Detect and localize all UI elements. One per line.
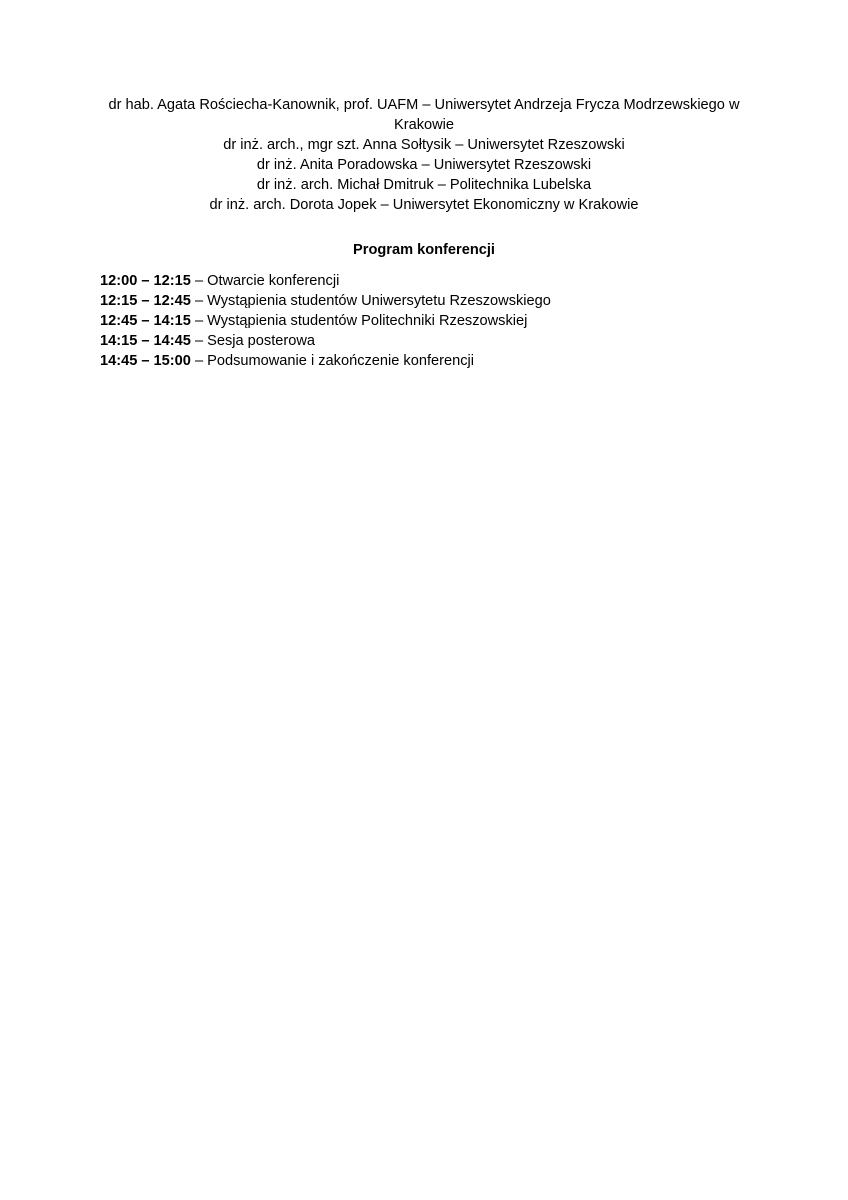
schedule-description: – Sesja posterowa (190, 333, 316, 350)
committee-line: dr hab. Agata Rościecha-Kanownik, prof. UAFM – Uniwersytet Andrzeja Frycza Modrzewskiego w Krakowie (108, 97, 740, 133)
schedule-description: – Podsumowanie i zakończenie konferencji (190, 353, 475, 370)
schedule-item (100, 311, 748, 331)
committee-line: dr inż. arch., mgr szt. Anna Sołtysik – Uniwersytet Rzeszowski (223, 136, 625, 153)
committee-list (100, 96, 748, 216)
schedule-time: 14:45 – 15:00 (100, 353, 191, 370)
schedule-item (100, 291, 748, 311)
committee-line: dr inż. arch. Michał Dmitruk – Politechnika Lubelska (256, 176, 592, 193)
committee-line: dr inż. Anita Poradowska – Uniwersytet Rzeszowski (256, 156, 592, 173)
program-schedule (100, 271, 748, 372)
program-heading: Program konferencji (353, 241, 495, 258)
document-content (100, 96, 748, 372)
schedule-description: – Otwarcie konferencji (190, 272, 340, 289)
schedule-description: – Wystąpienia studentów Politechniki Rzeszowskiej (190, 313, 528, 330)
schedule-time: 14:15 – 14:45 (100, 333, 191, 350)
schedule-time: 12:15 – 12:45 (100, 293, 191, 310)
schedule-item (100, 331, 748, 351)
committee-line: dr inż. arch. Dorota Jopek – Uniwersytet Ekonomiczny w Krakowie (209, 196, 639, 213)
schedule-time: 12:00 – 12:15 (100, 272, 191, 289)
schedule-time: 12:45 – 14:15 (100, 313, 191, 330)
schedule-description: – Wystąpienia studentów Uniwersytetu Rzeszowskiego (190, 293, 551, 310)
schedule-item (100, 351, 748, 371)
schedule-item (100, 271, 748, 291)
